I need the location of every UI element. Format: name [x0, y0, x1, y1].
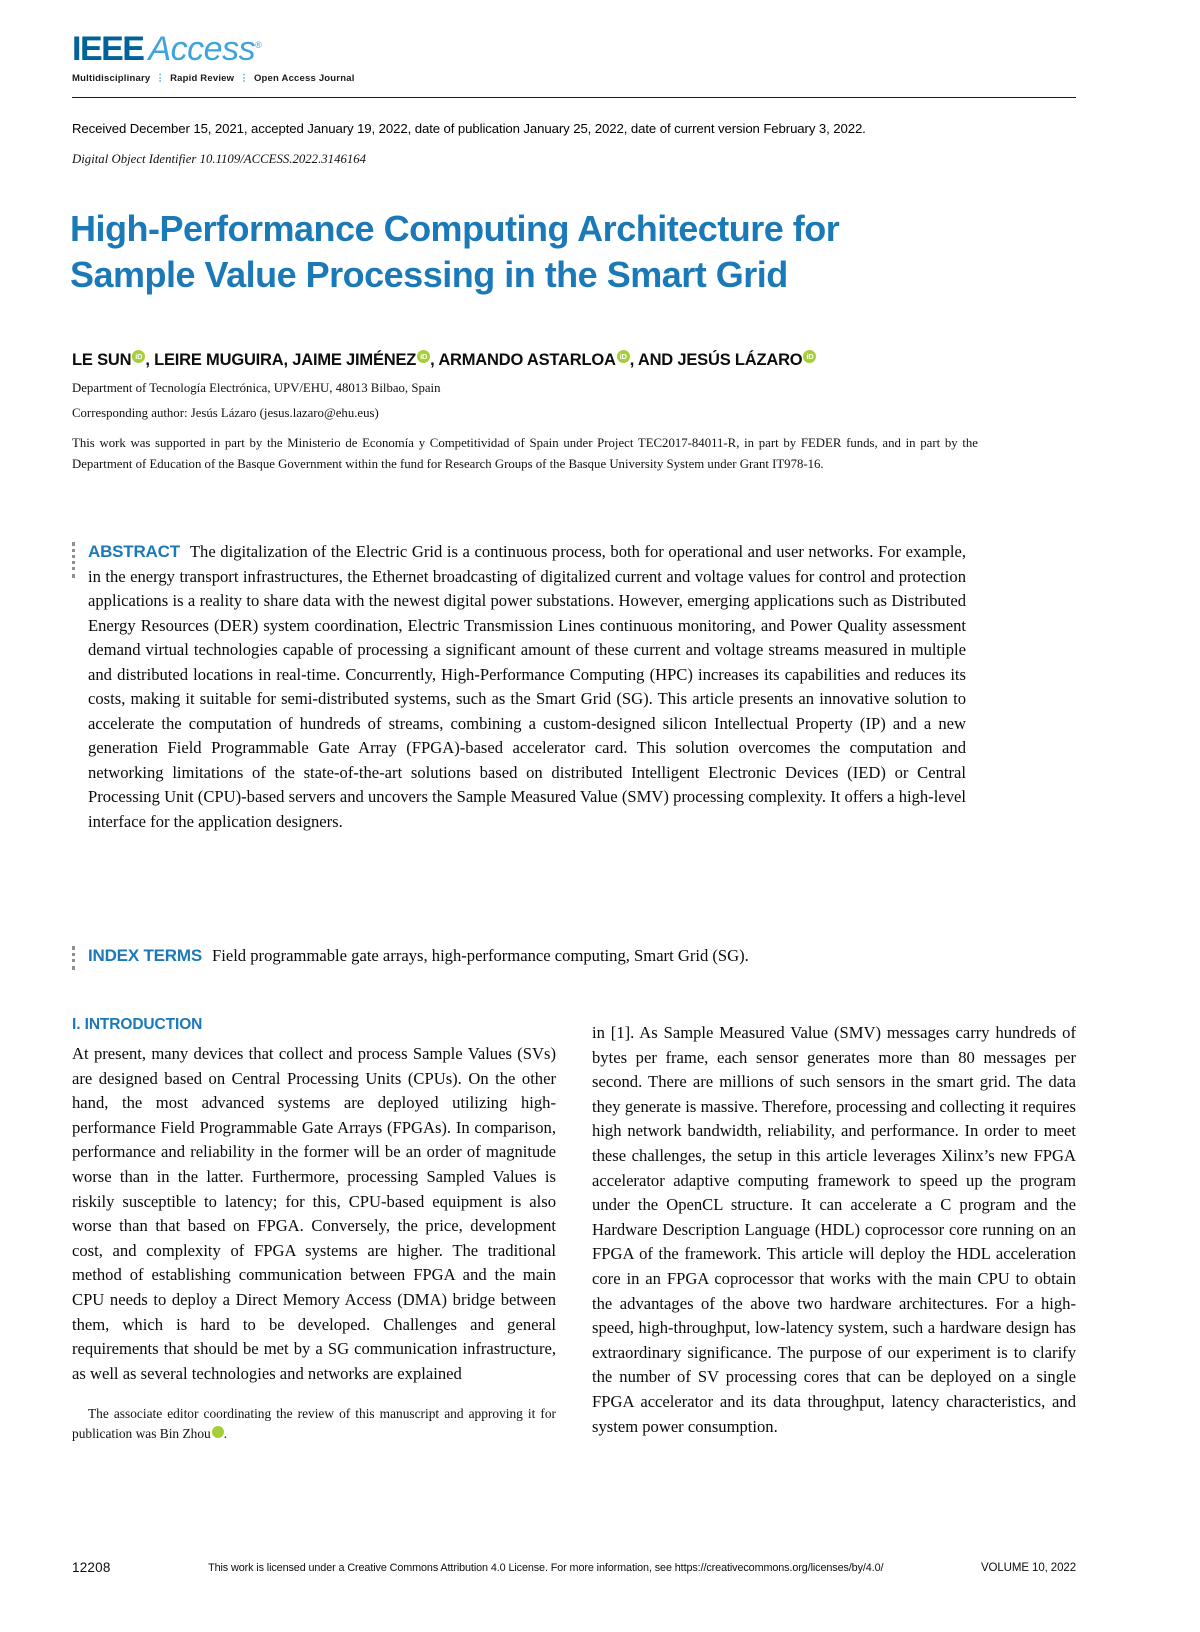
tagline-item: Open Access Journal [253, 73, 355, 84]
license-statement: This work is licensed under a Creative Commons Attribution 4.0 License. For more information, see https://creativecommons.org/licenses/by/4.0/ [208, 1561, 884, 1574]
journal-masthead [72, 30, 355, 84]
tagline-item: Multidisciplinary [72, 73, 151, 84]
index-terms-section [88, 944, 966, 969]
article-title-line-2: Sample Value Processing in the Smart Grid [70, 254, 788, 295]
index-terms-text: Field programmable gate arrays, high-performance computing, Smart Grid (SG). [211, 946, 749, 965]
abstract-text: The digitalization of the Electric Grid is a continuous process, both for operational and user networks. For example, in the energy transport infrastructures, the Ethernet broadcasting of digitalized current and voltage values for control and protection applications is a reality to share data with the newest digital power substations. However, emerging applications such as Distributed Energy Resources (DER) system coordination, Electric Transmission Lines continuous monitoring, and Power Quality assessment demand virtual technologies capable of processing a significant amount of these current and voltage streams measured in multiple and distributed locations in real-time. Concurrently, High-Performance Computing (HPC) increases its capabilities and reduces its costs, making it suitable for semi-distributed systems, such as the Smart Grid (SG). This article presents an innovative solution to accelerate the computation of hundreds of streams, combining a custom-designed silicon Intellectual Property (IP) and a new generation Field Programmable Gate Array (FPGA)-based accelerator card. This solution overcomes the computation and networking limitations of the state-of-the-art solutions based on distributed Intelligent Electronic Devices (IED) or Central Processing Unit (CPU)-based servers and uncovers the Sample Measured Value (SMV) processing complexity. It offers a high-level interface for the application designers. [88, 542, 966, 831]
access-logo-text: Access [148, 30, 256, 68]
corresponding-author: Corresponding author: Jesús Lázaro (jesus.lazaro@ehu.eus) [72, 406, 379, 420]
funding-statement: This work was supported in part by the Ministerio de Economía y Competitividad of Spain under Project TEC2017-84011-R, in part by FEDER funds, and in part by the Department of Education of the Basque Government within the fund for Research Groups of the Basque University System under Grant IT978-16. [72, 436, 978, 471]
abstract-label: ABSTRACT [88, 542, 180, 561]
article-title [70, 206, 990, 298]
orcid-id-icon[interactable]: iD [617, 350, 630, 363]
index-terms-dotted-rule [72, 946, 75, 970]
left-column [72, 1016, 556, 1458]
received-dates-line: Received December 15, 2021, accepted January 19, 2022, date of publication January 25, 2022, date of current version February 3, 2022. [72, 121, 866, 136]
page-footer [72, 1560, 1076, 1575]
registered-mark: ® [255, 40, 262, 50]
author-list [72, 350, 1076, 370]
abstract-dotted-rule [72, 542, 75, 578]
right-column [592, 1016, 1076, 1458]
affiliation: Department of Tecnología Electrónica, UPV/EHU, 48013 Bilbao, Spain [72, 381, 441, 395]
ieee-logo-text: IEEE [72, 30, 144, 68]
abstract-section [88, 540, 966, 834]
orcid-id-icon[interactable]: iD [803, 350, 816, 363]
journal-tagline [72, 73, 355, 84]
article-title-line-1: High-Performance Computing Architecture for [70, 208, 840, 249]
footnote-period: . [223, 1426, 228, 1442]
section-heading-introduction: I. INTRODUCTION [72, 1016, 203, 1033]
associate-editor-footnote [72, 1404, 556, 1444]
ieee-access-logo [72, 30, 355, 69]
index-terms-label: INDEX TERMS [88, 946, 202, 965]
page-number: 12208 [72, 1560, 111, 1575]
author-name: LE SUN [72, 351, 132, 369]
volume-label: VOLUME 10, 2022 [980, 1561, 1076, 1574]
footnote-text: The associate editor coordinating the review of this manuscript and approving it for publication was Bin Zhou [72, 1406, 556, 1442]
introduction-paragraph-right: in [1]. As Sample Measured Value (SMV) messages carry hundreds of bytes per frame, each sensor generates more than 80 messages per second. There are millions of such sensors in the smart grid. The data they generate is massive. Therefore, processing and collecting it requires high network bandwidth, reliability, and performance. In order to meet these challenges, the setup in this article leverages Xilinx’s new FPGA accelerator adaptive computing framework to speed up the program under the OpenCL structure. It can accelerate a C program and the Hardware Description Language (HDL) coprocessor core running on an FPGA of the framework. This article will deploy the HDL acceleration core in an FPGA coprocessor that works with the main CPU to obtain the advantages of the above two hardware architectures. For a high-speed, high-throughput, low-latency system, such a hardware design has extraordinary significance. The purpose of our experiment is to clarify the number of SV processing cores that can be deployed on a single FPGA accelerator and its data throughput, latency characteristics, and system power consumption. [592, 1023, 1076, 1436]
orcid-id-icon[interactable]: iD [212, 1426, 224, 1438]
orcid-id-icon[interactable]: iD [132, 350, 145, 363]
introduction-paragraph-left: At present, many devices that collect and process Sample Values (SVs) are designed based on Central Processing Units (CPUs). On the other hand, the most advanced systems are deployed utilizing high-performance Field Programmable Gate Arrays (FPGAs). In comparison, performance and reliability in the former will be an order of magnitude worse than in the latter. Furthermore, processing Sampled Values is riskily susceptible to latency; for this, CPU-based equipment is also worse than that based on FPGA. Conversely, the price, development cost, and complexity of FPGA systems are higher. The traditional method of establishing communication between FPGA and the main CPU needs to deploy a Direct Memory Access (DMA) bridge between them, which is hard to be developed. Challenges and general requirements that should be met by a SG communication infrastructure, as well as several technologies and networks are explained [72, 1044, 556, 1383]
author-name: , ARMANDO ASTARLOA [430, 351, 616, 369]
author-name: , LEIRE MUGUIRA, JAIME JIMÉNEZ [145, 351, 417, 369]
header-divider [72, 97, 1076, 98]
orcid-id-icon[interactable]: iD [417, 350, 430, 363]
body-columns [72, 1016, 1076, 1458]
doi-line: Digital Object Identifier 10.1109/ACCESS.2022.3146164 [72, 152, 367, 166]
tagline-separator: ⋮ [239, 73, 249, 84]
tagline-separator: ⋮ [155, 73, 166, 84]
author-name: , AND JESÚS LÁZARO [629, 351, 803, 369]
tagline-item: Rapid Review [170, 73, 235, 84]
